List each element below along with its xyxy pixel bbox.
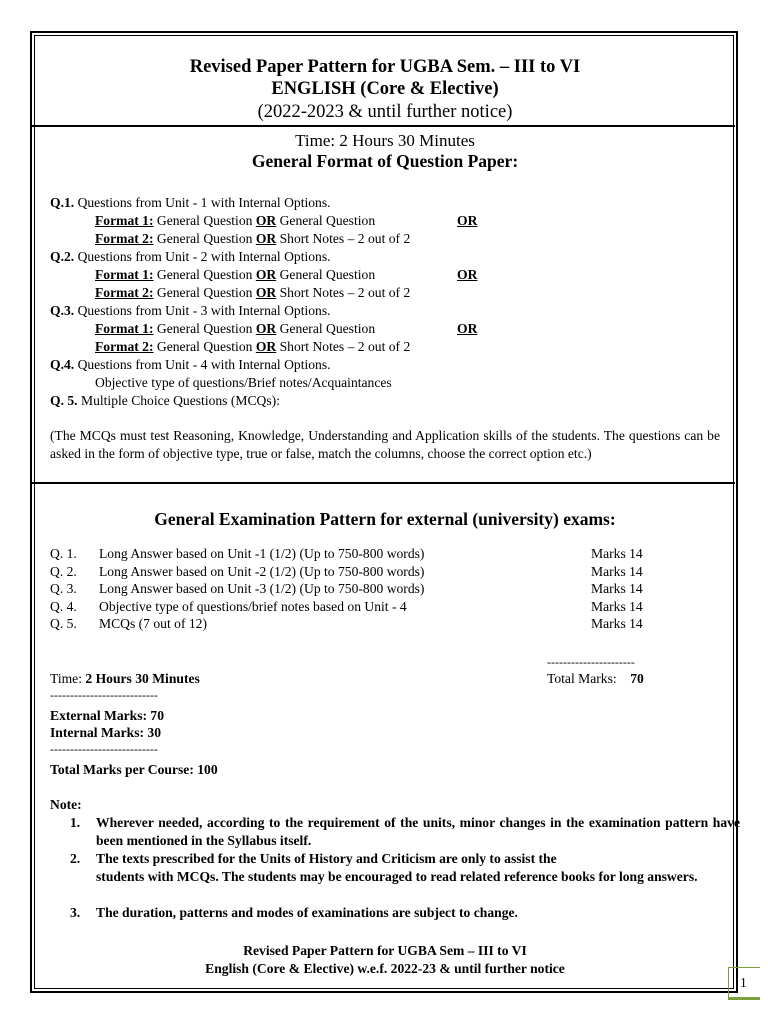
question-q1: Q.1. Questions from Unit - 1 with Internal Options. (50, 195, 331, 210)
q3-format2: Format 2: General Question OR Short Notes – 2 out of 2 (95, 339, 411, 354)
footer-line1: Revised Paper Pattern for UGBA Sem – III to VI (243, 943, 527, 958)
total-marks: Total Marks: 70 (547, 671, 644, 686)
doc-title-line3: (2022-2023 & until further notice) (257, 102, 513, 122)
question-q2: Q.2. Questions from Unit - 2 with Internal Options. (50, 249, 331, 264)
total-divider: ---------------------- (547, 655, 635, 669)
marks-divider-2: --------------------------- (50, 742, 158, 756)
q3-format1: Format 1: General Question OR General Question (95, 321, 376, 336)
q2-format1: Format 1: General Question OR General Question (95, 267, 376, 282)
q1-trailing-or: OR (457, 213, 478, 228)
time-heading: Time: 2 Hours 30 Minutes (295, 131, 475, 150)
q4-sub: Objective type of questions/Brief notes/Acquaintances (95, 375, 392, 390)
header-divider (32, 125, 735, 127)
section-divider (32, 482, 735, 484)
q1-format1: Format 1: General Question OR General Question (95, 213, 376, 228)
exam-pattern-heading: General Examination Pattern for external (university) exams: (154, 509, 616, 529)
page-number-box (728, 967, 760, 999)
question-q4: Q.4. Questions from Unit - 4 with Internal Options. (50, 357, 331, 372)
format-heading: General Format of Question Paper: (251, 151, 519, 171)
doc-title-line2: ENGLISH (Core & Elective) (271, 79, 499, 99)
question-q3: Q.3. Questions from Unit - 3 with Internal Options. (50, 303, 331, 318)
note-label: Note: (50, 797, 82, 812)
footer-line2: English (Core & Elective) w.e.f. 2022-23 & until further notice (205, 961, 565, 976)
doc-title-line1: Revised Paper Pattern for UGBA Sem. – III to VI (189, 57, 581, 77)
internal-marks: Internal Marks: 30 (50, 725, 162, 740)
q1-format2: Format 2: General Question OR Short Notes – 2 out of 2 (95, 231, 411, 246)
q2-format2: Format 2: General Question OR Short Notes – 2 out of 2 (95, 285, 411, 300)
marks-divider-1: --------------------------- (50, 688, 158, 702)
q2-trailing-or: OR (457, 267, 478, 282)
q3-trailing-or: OR (457, 321, 478, 336)
time-summary: Time: 2 Hours 30 Minutes (50, 671, 200, 686)
page-number: 1 (740, 975, 747, 990)
external-marks: External Marks: 70 (50, 708, 165, 723)
total-course-marks: Total Marks per Course: 100 (50, 762, 218, 777)
question-q5: Q. 5. Multiple Choice Questions (MCQs): (50, 393, 280, 408)
mcq-note: (The MCQs must test Reasoning, Knowledge, Understanding and Application skills of the students. The questions can be asked in the form of objective type, true or false, match the columns, choose the correct option etc.) (50, 428, 720, 461)
